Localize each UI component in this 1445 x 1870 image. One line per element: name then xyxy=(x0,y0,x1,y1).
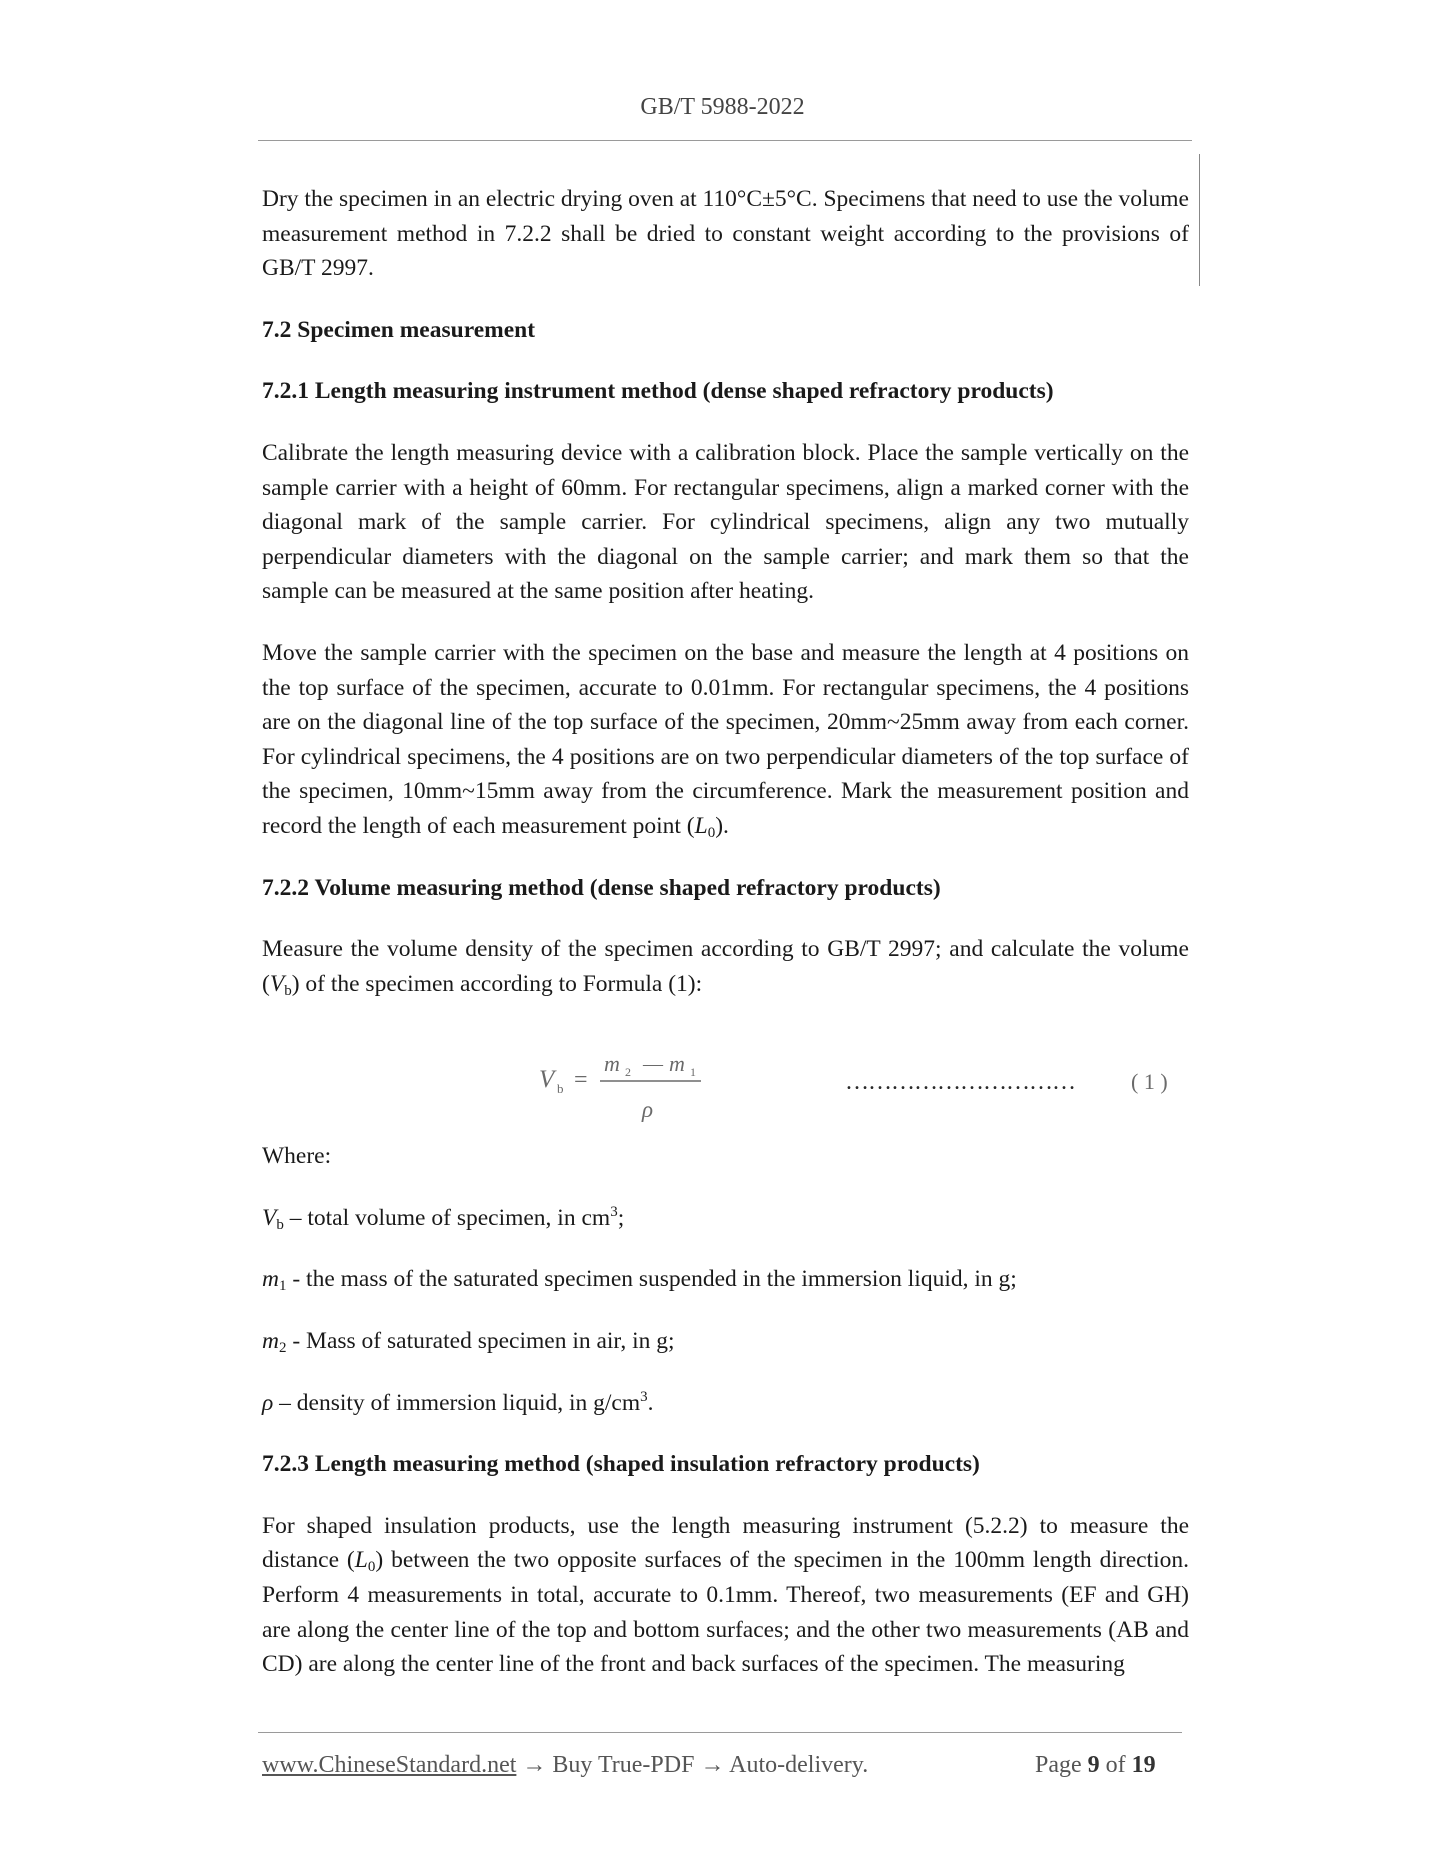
arrow-icon: → xyxy=(694,1752,730,1778)
paragraph-volume-end: ) of the specimen according to Formula (1): xyxy=(291,970,703,997)
def-rho-text: – density of immersion liquid, in g/cm xyxy=(273,1389,641,1416)
def-vb-end: ; xyxy=(617,1204,625,1231)
formula-numerator-m2: m xyxy=(604,1051,620,1077)
buy-pdf-link[interactable]: Buy True-PDF xyxy=(552,1752,695,1778)
page-number: 9 xyxy=(1087,1752,1100,1778)
symbol-l: L xyxy=(694,812,708,839)
revision-bar xyxy=(1199,154,1200,286)
paragraph-calibration: Calibrate the length measuring device with a calibration block. Place the sample vertically on the sample carrier with a height of 60mm. For rectangular specimens, align a marked corner with the diagonal mark of the sample carrier. For cylindrical specimens, align any two mutually perpendicular diameters with the diagonal on the sample carrier; and mark them so that the sample can be measured at the same position after heating. xyxy=(262,439,1189,605)
formula-numerator-m2-subscript: 2 xyxy=(625,1065,631,1080)
site-link[interactable]: www.ChineseStandard.net xyxy=(262,1752,517,1778)
definition-vb xyxy=(262,1201,1189,1236)
page-indicator xyxy=(1035,1752,1156,1779)
paragraph-insulation-end: ) between the two opposite surfaces of the specimen in the 100mm length direction. Perform 4 measurements in total, accurate to 0.1mm. Thereof, two measurements (EF and GH) are along the center line of the top and bottom surfaces; and the other two measurements (AB and CD) are along the center line of the front and back surfaces of the specimen. The measuring xyxy=(262,1547,1189,1678)
footer-links xyxy=(262,1752,868,1779)
def-m1-subscript: 1 xyxy=(278,1278,287,1295)
formula-denominator: ρ xyxy=(642,1097,654,1123)
section-heading-7-2-1: 7.2.1 Length measuring instrument method (dense shaped refractory products) xyxy=(262,378,1054,405)
formula-minus: — xyxy=(643,1053,663,1076)
paragraph-length-end: ). xyxy=(715,812,729,839)
page-body xyxy=(262,182,1189,1709)
where-label: Where: xyxy=(262,1143,332,1170)
page-label: Page xyxy=(1035,1752,1088,1778)
definition-m1 xyxy=(262,1262,1189,1297)
def-m2-subscript: 2 xyxy=(278,1340,287,1357)
header-standard-number: GB/T 5988-2022 xyxy=(640,94,805,120)
symbol-l-subscript: 0 xyxy=(707,824,716,841)
insulation-symbol-l: L xyxy=(354,1547,368,1574)
def-m2-text: - Mass of saturated specimen in air, in g; xyxy=(286,1328,675,1355)
def-rho-end: . xyxy=(647,1389,654,1416)
paragraph-length-measurement xyxy=(262,636,1189,844)
formula-1 xyxy=(262,1023,1189,1129)
paragraph-insulation-text: For shaped insulation products, use the length measuring instrument (5.2.2) to measure the distance ( xyxy=(262,1512,1189,1574)
header-divider xyxy=(258,140,1192,141)
def-vb-superscript: 3 xyxy=(610,1203,618,1220)
def-rho-superscript: 3 xyxy=(640,1388,648,1405)
paragraph-insulation xyxy=(262,1509,1189,1682)
formula-equals: = xyxy=(574,1067,588,1094)
formula-lhs-subscript: b xyxy=(557,1081,564,1097)
paragraph-volume-text: Measure the volume density of the specimen according to GB/T 2997; and calculate the volume ( xyxy=(262,936,1189,997)
paragraph-length-text: Move the sample carrier with the specimen on the base and measure the length at 4 positions on the top surface of the specimen, accurate to 0.01mm. For rectangular specimens, the 4 positions are on the diagonal line of the top surface of the specimen, 20mm~25mm away from each corner. For cylindrical specimens, the 4 positions are on two perpendicular diameters of the top surface of the specimen, 10mm~15mm away from the circumference. Mark the measurement position and record the length of each measurement point ( xyxy=(262,639,1189,839)
def-rho-symbol: ρ xyxy=(262,1389,274,1416)
section-heading-7-2-2: 7.2.2 Volume measuring method (dense shaped refractory products) xyxy=(262,874,941,901)
def-m1-text: - the mass of the saturated specimen suspended in the immersion liquid, in g; xyxy=(286,1266,1017,1293)
def-m2-symbol: m xyxy=(262,1328,279,1355)
symbol-v-subscript: b xyxy=(284,982,292,999)
formula-number: ( 1 ) xyxy=(1131,1069,1168,1095)
formula-leader-dots: ………………………… xyxy=(845,1069,1075,1096)
def-m1-symbol: m xyxy=(262,1266,279,1293)
footer-divider xyxy=(258,1732,1182,1733)
paragraph-volume-density xyxy=(262,932,1189,1001)
def-vb-symbol: V xyxy=(262,1204,277,1231)
formula-lhs: V xyxy=(539,1066,555,1094)
def-vb-text: – total volume of specimen, in cm xyxy=(283,1204,611,1231)
auto-delivery-text: Auto-delivery. xyxy=(729,1752,869,1778)
symbol-v: V xyxy=(269,970,285,997)
definition-m2 xyxy=(262,1324,1189,1359)
arrow-icon: → xyxy=(516,1752,553,1778)
paragraph-drying: Dry the specimen in an electric drying oven at 110°C±5°C. Specimens that need to use the volume measurement method in 7.2.2 shall be dried to constant weight according to the provisions of GB/T 2997. xyxy=(262,186,1189,282)
definition-rho xyxy=(262,1386,1189,1421)
formula-graphic xyxy=(262,1023,1189,1129)
insulation-symbol-l-subscript: 0 xyxy=(367,1559,376,1576)
page-total: 19 xyxy=(1131,1752,1156,1778)
formula-numerator-m1: m xyxy=(669,1051,685,1077)
section-heading-7-2: 7.2 Specimen measurement xyxy=(262,316,536,343)
of-label: of xyxy=(1099,1752,1132,1778)
formula-numerator-m1-subscript: 1 xyxy=(690,1065,696,1080)
def-vb-subscript: b xyxy=(276,1216,284,1233)
section-heading-7-2-3: 7.2.3 Length measuring method (shaped insulation refractory products) xyxy=(262,1451,980,1478)
